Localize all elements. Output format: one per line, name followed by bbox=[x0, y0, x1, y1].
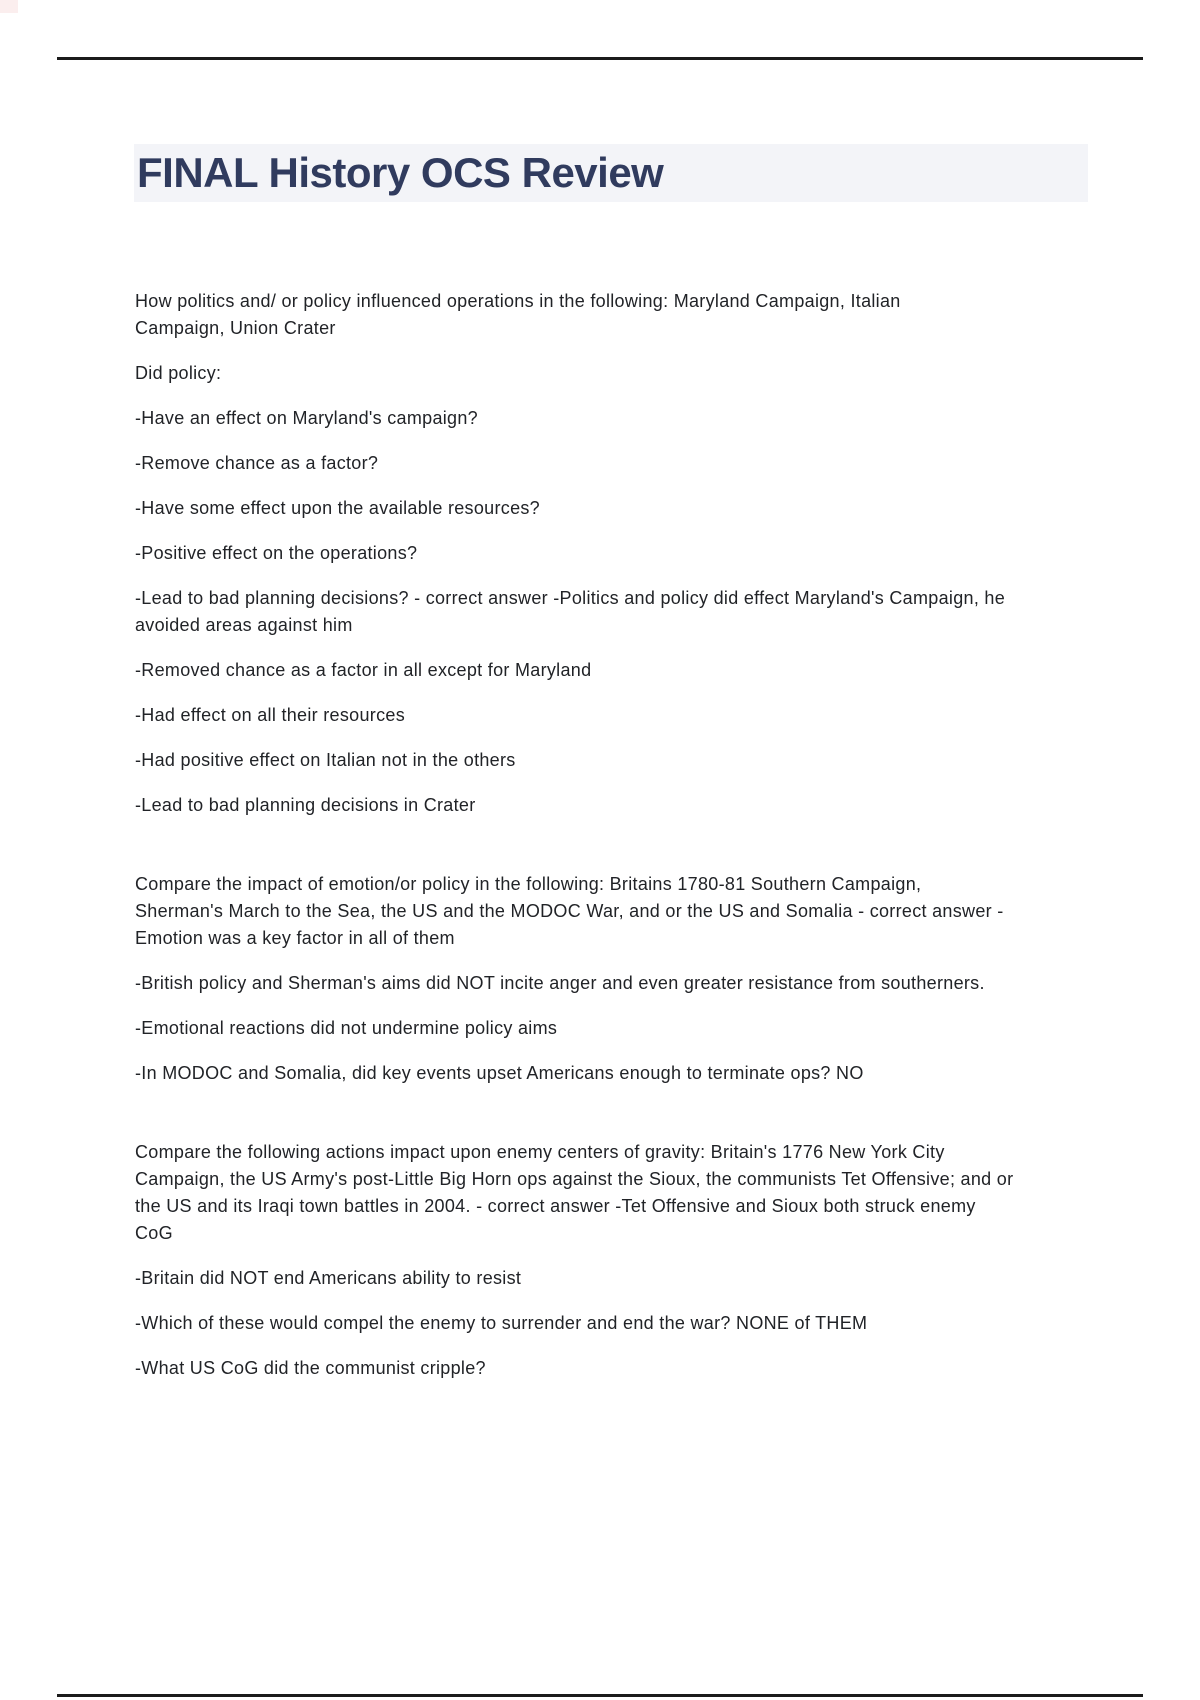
text-line: -Lead to bad planning decisions? - correct answer -Politics and policy did effect Maryland's Campaign, he bbox=[135, 588, 1006, 608]
corner-mark bbox=[0, 0, 18, 13]
text-line: -Had effect on all their resources bbox=[135, 705, 405, 725]
text-line: the US and its Iraqi town battles in 2004. - correct answer -Tet Offensive and Sioux both struck enemy bbox=[135, 1196, 976, 1216]
bullet-paragraph bbox=[135, 450, 1155, 477]
text-line: -British policy and Sherman's aims did NOT incite anger and even greater resistance from southerners. bbox=[135, 973, 985, 993]
bottom-rule bbox=[57, 1694, 1143, 1697]
answer-paragraph bbox=[135, 585, 1155, 639]
question-answer-paragraph bbox=[135, 1139, 1155, 1247]
bullet-paragraph bbox=[135, 1355, 1155, 1382]
bullet-paragraph bbox=[135, 702, 1155, 729]
text-line: -Positive effect on the operations? bbox=[135, 543, 418, 563]
bullet-paragraph bbox=[135, 1015, 1155, 1042]
question-paragraph bbox=[135, 288, 1155, 342]
text-line: -Have some effect upon the available resources? bbox=[135, 498, 540, 518]
text-line: Did policy: bbox=[135, 363, 222, 383]
text-line: Emotion was a key factor in all of them bbox=[135, 928, 455, 948]
text-line: How politics and/ or policy influenced operations in the following: Maryland Campaign, Italian bbox=[135, 291, 901, 311]
text-line: Campaign, the US Army's post-Little Big Horn ops against the Sioux, the communists Tet Offensive; and or bbox=[135, 1169, 1014, 1189]
bullet-paragraph bbox=[135, 540, 1155, 567]
bullet-paragraph bbox=[135, 657, 1155, 684]
bullet-paragraph bbox=[135, 792, 1155, 819]
bullet-paragraph bbox=[135, 405, 1155, 432]
bullet-paragraph bbox=[135, 970, 1155, 997]
text-line: avoided areas against him bbox=[135, 615, 353, 635]
title-highlight-bar bbox=[134, 144, 1088, 202]
text-line: -In MODOC and Somalia, did key events upset Americans enough to terminate ops? NO bbox=[135, 1063, 864, 1083]
bullet-paragraph bbox=[135, 1265, 1155, 1292]
page-title: FINAL History OCS Review bbox=[137, 149, 664, 196]
text-line: -Have an effect on Maryland's campaign? bbox=[135, 408, 478, 428]
text-line: -Emotional reactions did not undermine policy aims bbox=[135, 1018, 558, 1038]
document-body bbox=[135, 288, 1155, 1382]
paragraph bbox=[135, 360, 1155, 387]
text-line: CoG bbox=[135, 1223, 173, 1243]
question-answer-paragraph bbox=[135, 871, 1155, 952]
qa-section-centers-of-gravity bbox=[135, 1139, 1155, 1382]
text-line: Sherman's March to the Sea, the US and the MODOC War, and or the US and Somalia - correct answer - bbox=[135, 901, 1004, 921]
bullet-paragraph bbox=[135, 1060, 1155, 1087]
text-line: Campaign, Union Crater bbox=[135, 318, 336, 338]
bullet-paragraph bbox=[135, 1310, 1155, 1337]
top-rule bbox=[57, 57, 1143, 60]
text-line: -Remove chance as a factor? bbox=[135, 453, 379, 473]
text-line: -Britain did NOT end Americans ability to resist bbox=[135, 1268, 522, 1288]
bullet-paragraph bbox=[135, 747, 1155, 774]
text-line: -Had positive effect on Italian not in the others bbox=[135, 750, 516, 770]
text-line: -Lead to bad planning decisions in Crater bbox=[135, 795, 476, 815]
text-line: Compare the following actions impact upon enemy centers of gravity: Britain's 1776 New York City bbox=[135, 1142, 945, 1162]
text-line: -Which of these would compel the enemy to surrender and end the war? NONE of THEM bbox=[135, 1313, 868, 1333]
qa-section-emotion-policy bbox=[135, 871, 1155, 1087]
bullet-paragraph bbox=[135, 495, 1155, 522]
text-line: -Removed chance as a factor in all except for Maryland bbox=[135, 660, 592, 680]
text-line: Compare the impact of emotion/or policy in the following: Britains 1780-81 Southern Campaign, bbox=[135, 874, 922, 894]
text-line: -What US CoG did the communist cripple? bbox=[135, 1358, 486, 1378]
qa-section-politics-policy bbox=[135, 288, 1155, 819]
